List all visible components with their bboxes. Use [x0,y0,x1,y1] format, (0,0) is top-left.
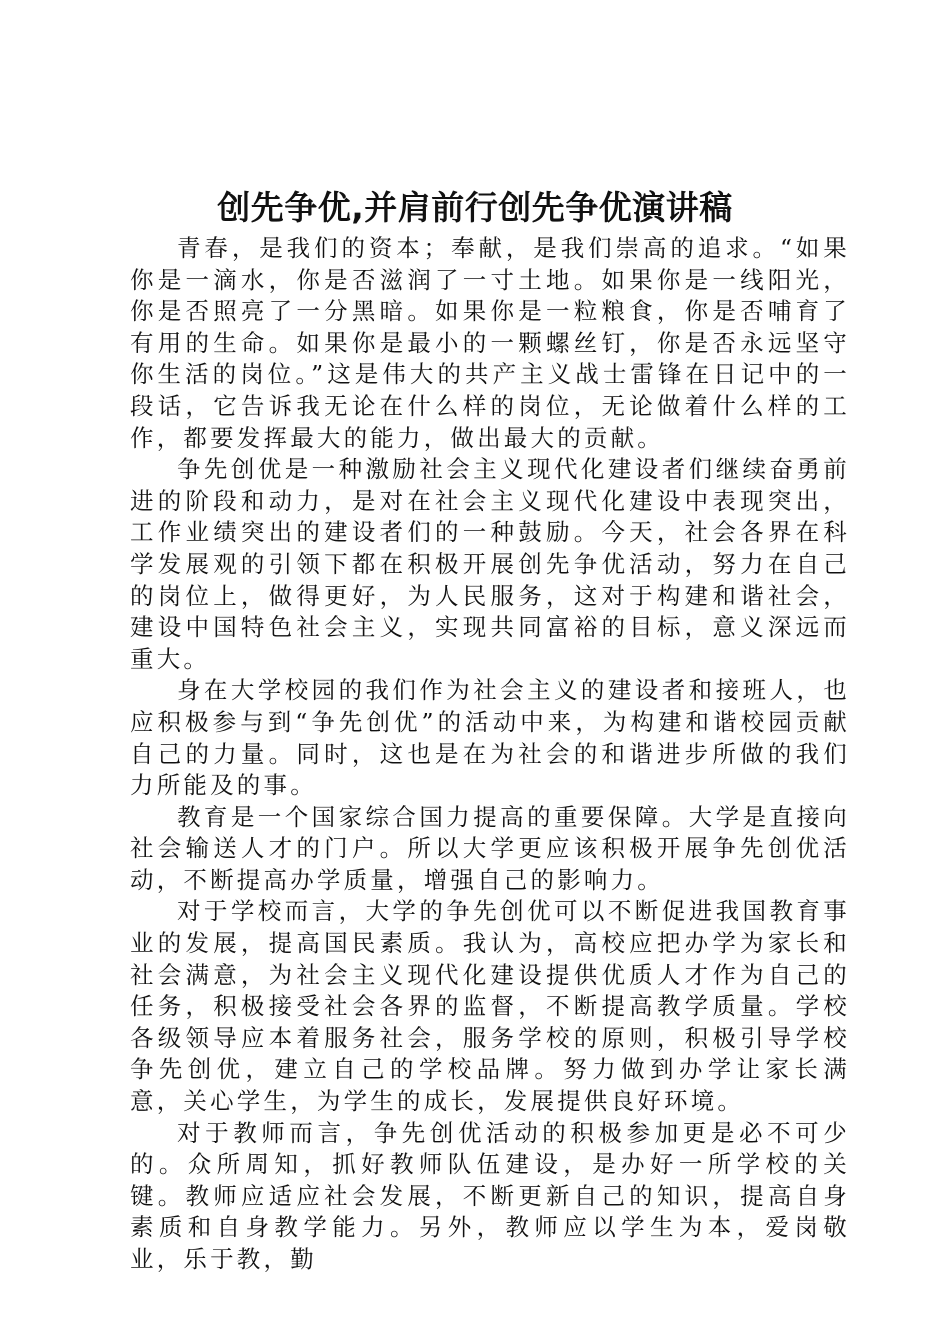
document-title: 创先争优,并肩前行创先争优演讲稿 [217,188,733,227]
paragraph-2: 争先创优是一种激励社会主义现代化建设者们继续奋勇前进的阶段和动力，是对在社会主义现代化建设中表现突出，工作业绩突出的建设者们的一种鼓励。今天，社会各界在科学发展观的引领下都在积极开展创先争优活动，努力在自己的岗位上，做得更好，为人民服务，这对于构建和谐社会，建设中国特色社会主义，实现共同富裕的目标，意义深远而重大。 [130,455,850,673]
paragraph-4: 教育是一个国家综合国力提高的重要保障。大学是直接向社会输送人才的门户。所以大学更应该积极开展争先创优活动，不断提高办学质量，增强自己的影响力。 [130,802,850,894]
paragraph-3: 身在大学校园的我们作为社会主义的建设者和接班人，也应积极参与到“争先创优”的活动中来，为构建和谐校园贡献自己的力量。同时，这也是在为社会的和谐进步所做的我们力所能及的事。 [130,676,850,800]
paragraph-1: 青春，是我们的资本；奉献，是我们崇高的追求。“如果你是一滴水，你是否滋润了一寸土地。如果你是一线阳光，你是否照亮了一分黑暗。如果你是一粒粮食，你是否哺育了有用的生命。如果你是最小的一颗螺丝钉，你是否永远坚守你生活的岗位。”这是伟大的共产主义战士雷锋在日记中的一段话，它告诉我无论在什么样的岗位，无论做着什么样的工作，都要发挥最大的能力，做出最大的贡献。 [130,234,850,452]
paragraph-5: 对于学校而言，大学的争先创优可以不断促进我国教育事业的发展，提高国民素质。我认为，高校应把办学为家长和社会满意，为社会主义现代化建设提供优质人才作为自己的任务，积极接受社会各界的监督，不断提高教学质量。学校各级领导应本着服务社会，服务学校的原则，积极引导学校争先创优，建立自己的学校品牌。努力做到办学让家长满意，关心学生，为学生的成长，发展提供良好环境。 [130,897,850,1116]
document-body [130,233,850,1276]
paragraph-6: 对于教师而言，争先创优活动的积极参加更是必不可少的。众所周知，抓好教师队伍建设，是办好一所学校的关键。教师应适应社会发展，不断更新自己的知识，提高自身素质和自身教学能力。另外，教师应以学生为本，爱岗敬业，乐于教，勤 [130,1118,850,1273]
